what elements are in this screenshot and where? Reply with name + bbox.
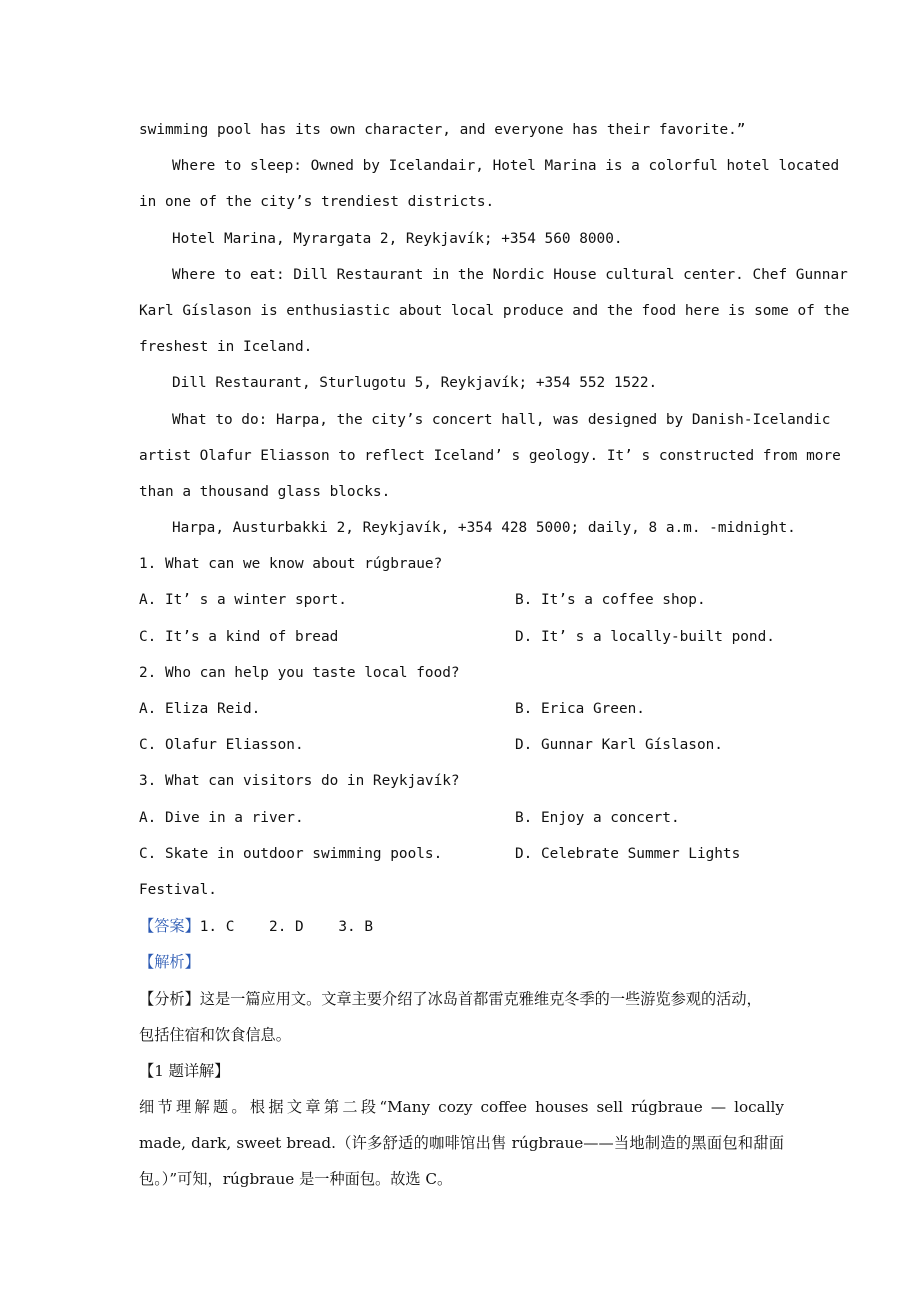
where-to-sleep: Where to sleep: Owned by Icelandair, Hotel Marina is a colorful hotel located (172, 158, 840, 175)
question-3-options-row-2 (139, 836, 784, 872)
q1-detail-line: 包。）”可知，rúgbraue 是一种面包。故选 C。 (139, 1170, 453, 1189)
summary-line (139, 981, 784, 1017)
option-b: B. Enjoy a concert. (515, 809, 680, 826)
question-1-options-row-1 (139, 582, 784, 618)
passage-line: swimming pool has its own character, and everyone has their favorite.” (139, 122, 746, 138)
option-a: A. Dive in a river. (139, 809, 304, 826)
question-2-stem: 2. Who can help you taste local food? (139, 664, 460, 681)
option-d: D. It’ s a locally-built pond. (515, 628, 775, 645)
option-d-continuation: Festival. (139, 881, 217, 898)
where-to-eat-end: freshest in Iceland. (139, 339, 313, 356)
what-to-do-cont: artist Olafur Eliasson to reflect Iceland’ s geology. It’ s constructed from more (139, 447, 841, 464)
question-1-stem: 1. What can we know about rúgbraue? (139, 556, 443, 573)
summary-text: 这是一篇应用文。文章主要介绍了冰岛首都雷克雅维克冬季的一些游览参观的活动， (199, 989, 762, 1008)
q1-detail-heading: 【1 题详解】 (139, 1061, 230, 1080)
document-page (139, 112, 850, 1198)
where-to-eat: Where to eat: Dill Restaurant in the Nordic House cultural center. Chef Gunnar (172, 266, 848, 283)
q1-detail-line: made, dark, sweet bread.（许多舒适的咖啡馆出售 rúgbraue——当地制造的黑面包和甜面 (139, 1134, 784, 1153)
hotel-address: Hotel Marina, Myrargata 2, Reykjavík; +354 560 8000. (172, 230, 623, 247)
question-1-options-row-2 (139, 619, 784, 655)
what-to-do-end: than a thousand glass blocks. (139, 483, 391, 500)
answer-text: 1. C 2. D 3. B (199, 919, 374, 936)
option-a: A. It’ s a winter sport. (139, 592, 347, 609)
question-3-options-row-1 (139, 800, 784, 836)
where-to-eat-cont: Karl Gíslason is enthusiastic about local produce and the food here is some of the (139, 302, 850, 319)
option-a: A. Eliza Reid. (139, 701, 261, 717)
option-c: C. Skate in outdoor swimming pools. (139, 845, 443, 862)
where-to-sleep-cont: in one of the city’s trendiest districts. (139, 194, 495, 211)
q1-detail-line: 细节理解题。根据文章第二段“Many cozy coffee houses sell rúgbraue — locally (139, 1098, 784, 1117)
harpa-address: Harpa, Austurbakki 2, Reykjavík, +354 428 5000; daily, 8 a.m. -midnight. (172, 520, 796, 537)
analysis-heading (139, 944, 784, 980)
dill-address: Dill Restaurant, Sturlugotu 5, Reykjavík; +354 552 1522. (172, 375, 658, 392)
option-d: D. Gunnar Karl Gíslason. (515, 737, 723, 754)
summary-line-cont: 包括住宿和饮食信息。 (139, 1025, 291, 1044)
answer-line (139, 908, 784, 944)
question-2-options-row-1 (139, 691, 784, 727)
option-b: B. Erica Green. (515, 701, 645, 717)
analysis-label: 【解析】 (139, 953, 200, 972)
option-d: D. Celebrate Summer Lights (515, 845, 741, 862)
summary-label: 【分析】 (139, 989, 200, 1008)
answer-label: 【答案】 (139, 917, 200, 936)
option-c: C. It’s a kind of bread (139, 628, 339, 645)
question-3-stem: 3. What can visitors do in Reykjavík? (139, 773, 460, 790)
option-b: B. It’s a coffee shop. (515, 592, 706, 609)
what-to-do: What to do: Harpa, the city’s concert hall, was designed by Danish-Icelandic (172, 411, 831, 428)
option-c: C. Olafur Eliasson. (139, 737, 304, 754)
question-2-options-row-2 (139, 727, 784, 763)
